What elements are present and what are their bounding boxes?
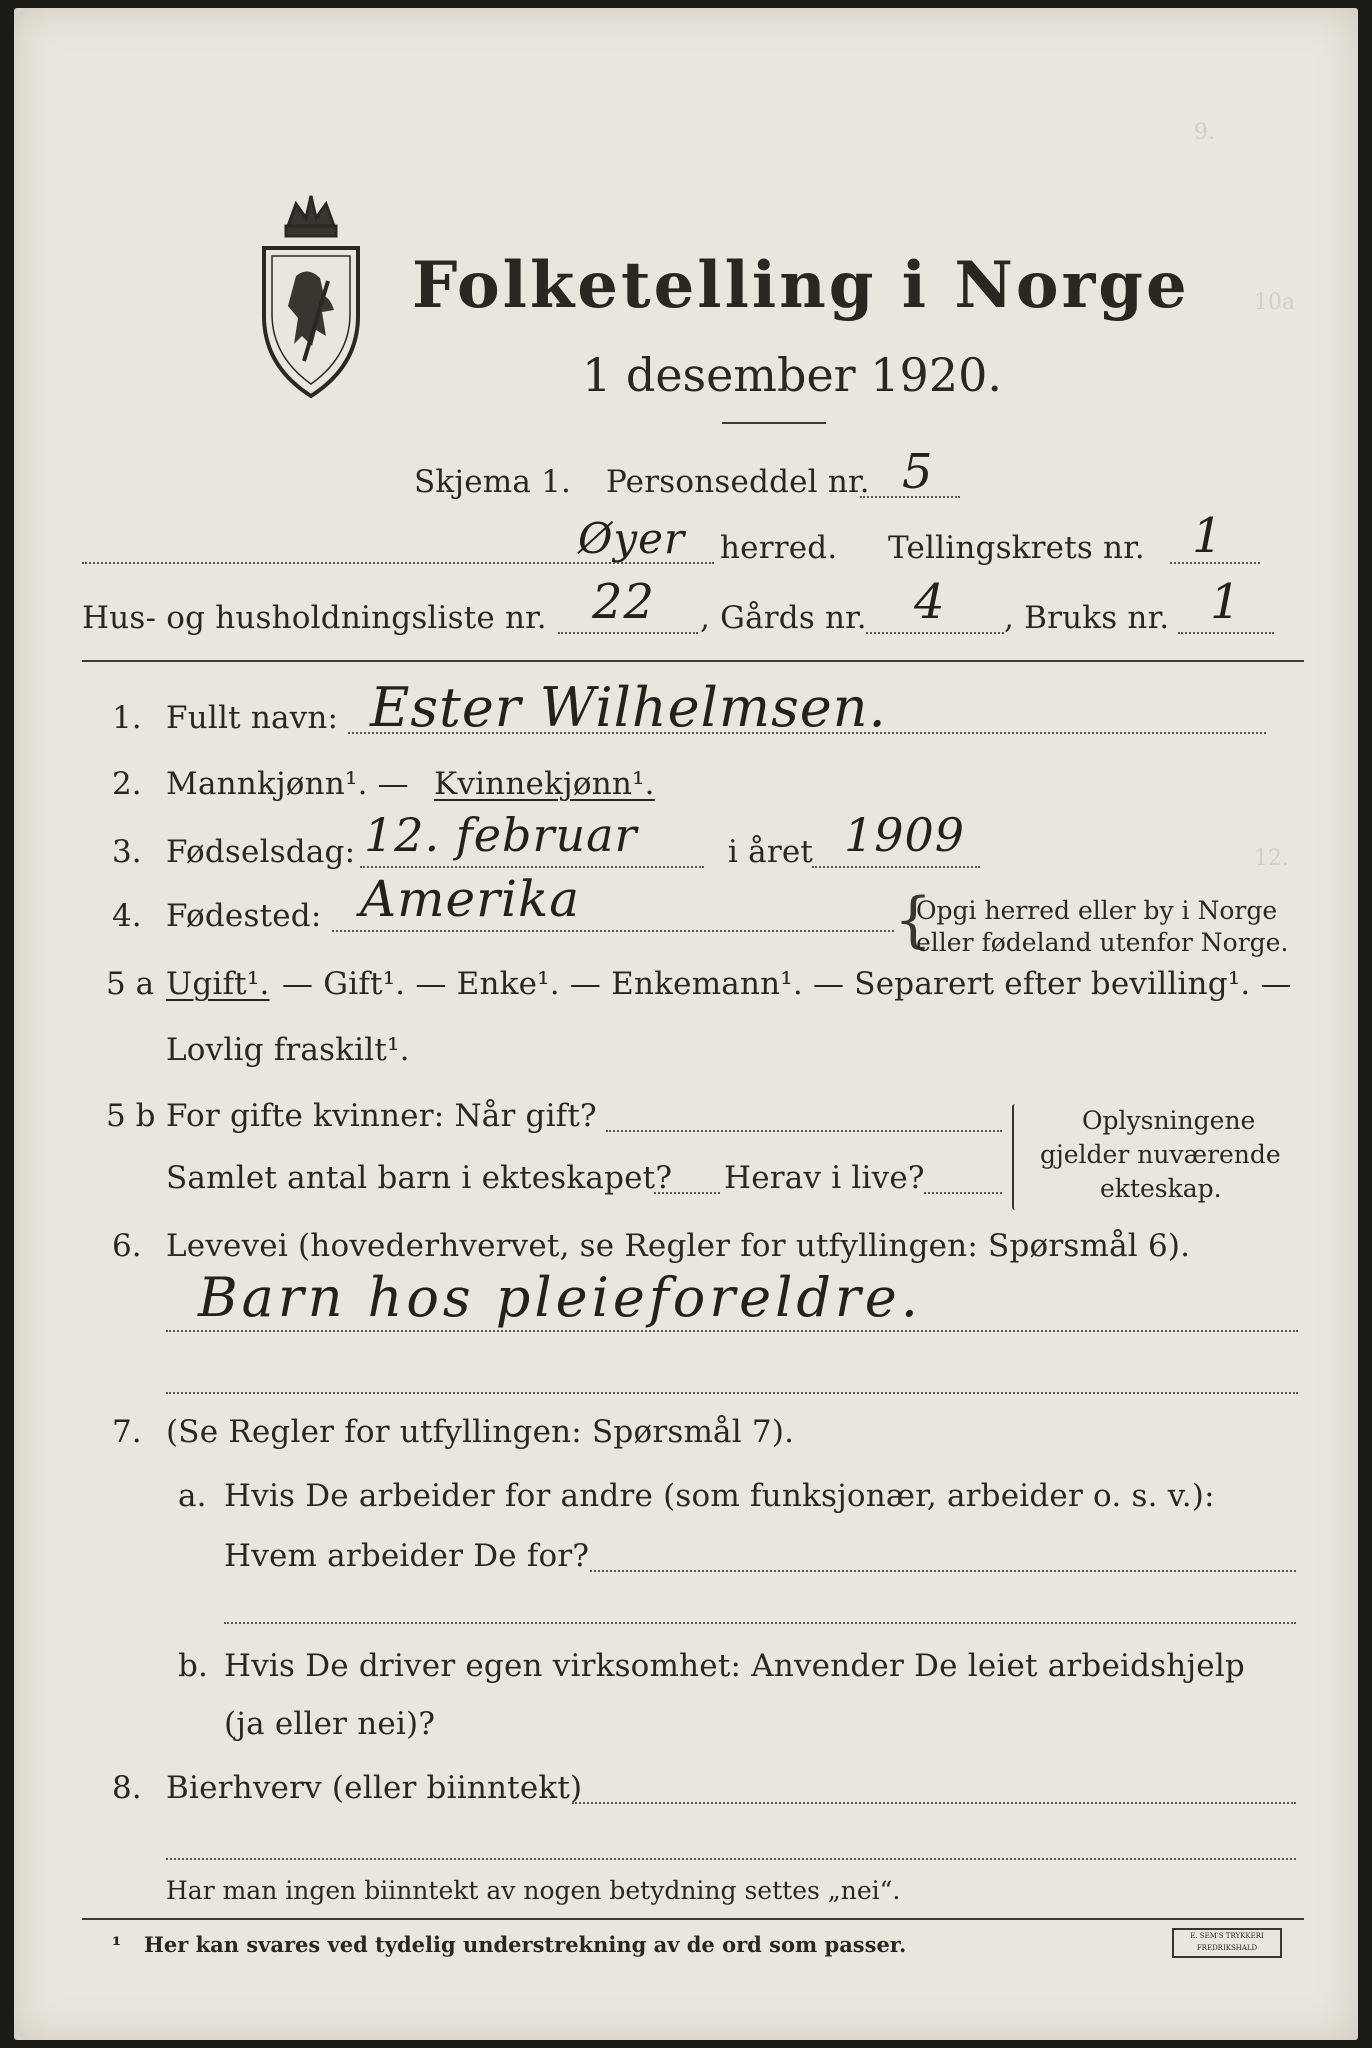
q5a-number: 5 a — [106, 966, 155, 1002]
q3-year-label: i året — [728, 834, 814, 870]
q2-female-option: Kvinnekjønn¹. — [434, 766, 655, 802]
q5b-note-line2: gjelder nuværende — [1040, 1140, 1281, 1169]
q6-label: Levevei (hovederhvervet, se Regler for utfyllingen: Spørsmål 6). — [166, 1228, 1191, 1264]
footer-divider — [82, 1918, 1304, 1920]
bruks-value: 1 — [1210, 574, 1242, 630]
tellingskrets-value: 1 — [1192, 508, 1224, 564]
footnote-text: Her kan svares ved tydelig understrekning av de ord som passer. — [144, 1932, 907, 1957]
q5b-note-brace — [1012, 1104, 1018, 1210]
gards-line — [866, 632, 1004, 634]
q6-line2 — [166, 1392, 1298, 1394]
q7-number: 7. — [112, 1414, 142, 1450]
footnote-mark: ¹ — [112, 1932, 122, 1957]
personseddel-label: Personseddel nr. — [606, 464, 870, 500]
q3-year-line — [812, 866, 980, 868]
q7a-letter: a. — [178, 1478, 207, 1514]
form-title: Folketelling i Norge — [412, 248, 1190, 323]
q5a-ugift-option: Ugift¹. — [166, 966, 270, 1002]
gards-label: , Gårds nr. — [700, 600, 867, 636]
q4-line — [332, 930, 894, 932]
occupation-value: Barn hos pleieforeldre. — [198, 1266, 922, 1329]
printer-stamp: E. SEM'S TRYKKERI FREDRIKSHALD — [1172, 1928, 1282, 1958]
bruks-line — [1178, 632, 1274, 634]
husliste-line — [558, 632, 698, 634]
q2-male-option: Mannkjønn¹. — — [166, 766, 409, 802]
q5b-note-line3: ekteskap. — [1100, 1174, 1222, 1203]
header-rule — [722, 422, 826, 424]
q5b-note-line1: Oplysningene — [1082, 1106, 1256, 1135]
q8-number: 8. — [112, 1770, 142, 1806]
q7a-label: Hvis De arbeider for andre (som funksjonær, arbeider o. s. v.): — [224, 1478, 1215, 1514]
birth-year-value: 1909 — [844, 808, 966, 862]
q4-number: 4. — [112, 898, 142, 934]
q5b-alive-label: Herav i live? — [724, 1160, 925, 1196]
q2-number: 2. — [112, 766, 142, 802]
q5b-alive-line — [924, 1192, 1002, 1194]
q4-note-line1: Opgi herred eller by i Norge — [916, 896, 1278, 925]
header-divider — [82, 660, 1304, 662]
q5a-fraskilt-option: Lovlig fraskilt¹. — [166, 1032, 410, 1068]
gards-value: 4 — [914, 574, 946, 630]
q5b-married-line — [606, 1130, 1002, 1132]
q4-label: Fødested: — [166, 898, 322, 934]
q8-line1 — [572, 1802, 1296, 1804]
birthdate-value: 12. februar — [364, 808, 638, 862]
q5b-label: For gifte kvinner: Når gift? — [166, 1098, 597, 1134]
herred-value: Øyer — [578, 514, 686, 563]
bruks-label: , Bruks nr. — [1004, 600, 1170, 636]
q5a-other-options: — Gift¹. — Enke¹. — Enkemann¹. — Separert efter bevilling¹. — — [282, 966, 1292, 1002]
q8-label: Bierhverv (eller biinntekt) — [166, 1770, 583, 1806]
q3-number: 3. — [112, 834, 142, 870]
form-date: 1 desember 1920. — [582, 348, 1002, 402]
q7b-question: (ja eller nei)? — [224, 1706, 436, 1742]
tellingskrets-label: Tellingskrets nr. — [888, 530, 1145, 566]
birthplace-value: Amerika — [360, 870, 581, 928]
q7b-letter: b. — [178, 1648, 209, 1684]
bleed-through-text: 9. — [1194, 120, 1215, 145]
q7a-line1 — [590, 1570, 1296, 1572]
personseddel-value: 5 — [902, 444, 934, 500]
q7a-question: Hvem arbeider De for? — [224, 1538, 590, 1574]
q7-label: (Se Regler for utfyllingen: Spørsmål 7). — [166, 1414, 795, 1450]
full-name-value: Ester Wilhelmsen. — [370, 676, 887, 739]
census-form — [14, 8, 1358, 2040]
husliste-label: Hus- og husholdningsliste nr. — [82, 600, 547, 636]
norwegian-coat-of-arms-icon — [246, 186, 376, 406]
q1-label: Fullt navn: — [166, 700, 339, 736]
q6-number: 6. — [112, 1228, 142, 1264]
q4-note-line2: eller fødeland utenfor Norge. — [916, 928, 1289, 957]
q3-label: Fødselsdag: — [166, 834, 356, 870]
bleed-through-text: 10a — [1254, 290, 1296, 315]
husliste-value: 22 — [592, 574, 656, 630]
q8-line2 — [166, 1858, 1296, 1860]
q7a-line2 — [224, 1622, 1296, 1624]
q5b-children-label: Samlet antal barn i ekteskapet? — [166, 1160, 673, 1196]
q4-note-brace: { — [894, 885, 933, 955]
q7b-label: Hvis De driver egen virksomhet: Anvender De leiet arbeidshjelp — [224, 1648, 1245, 1684]
q1-number: 1. — [112, 700, 142, 736]
q5b-number: 5 b — [106, 1098, 156, 1134]
herred-label: herred. — [720, 530, 838, 566]
q5b-children-line — [654, 1192, 720, 1194]
bleed-through-text: 12. — [1254, 846, 1289, 871]
q6-line1 — [166, 1330, 1298, 1332]
q3-line — [360, 866, 704, 868]
skjema-label: Skjema 1. — [414, 464, 572, 500]
footer-note: Har man ingen biinntekt av nogen betydning settes „nei“. — [166, 1876, 901, 1905]
